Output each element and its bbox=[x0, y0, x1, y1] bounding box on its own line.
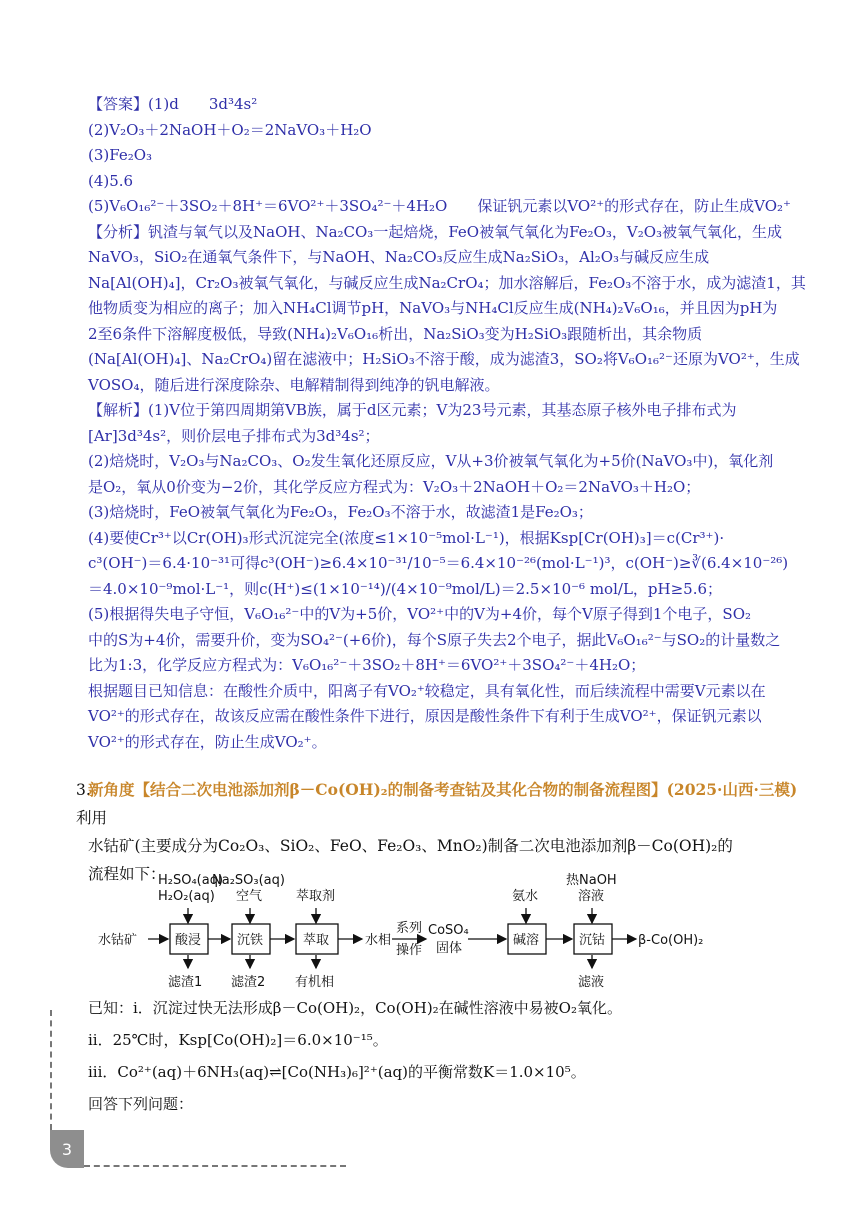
flow-coso4: CoSO₄ bbox=[428, 923, 469, 938]
question-intro bbox=[76, 776, 811, 832]
explanation-line: ＝4.0×10⁻⁹mol·L⁻¹，则c(H⁺)≤(1×10⁻¹⁴)/(4×10⁻⁹mol/L)＝2.5×10⁻⁶ mol/L，pH≥5.6； bbox=[88, 579, 723, 598]
answer-prompt: 回答下列问题： bbox=[88, 1095, 194, 1113]
flow-output: 有机相 bbox=[295, 975, 335, 990]
analysis-line: 【分析】钒渣与氧气以及NaOH、Na₂CO₃一起焙烧，FeO被氧气氧化为Fe₂O₃，V₂O₃被氧气氧化，生成 bbox=[88, 222, 783, 241]
explanation-line: (3)焙烧时，FeO被氧气氧化为Fe₂O₃，Fe₂O₃不溶于水，故滤渣1是Fe₂O₃； bbox=[88, 503, 593, 521]
answer-line: (4)5.6 bbox=[88, 171, 134, 190]
flow-series-op: 操作 bbox=[396, 943, 423, 958]
flow-reagent: 萃取剂 bbox=[296, 889, 336, 904]
flow-reagent: 空气 bbox=[236, 889, 263, 904]
explanation-line: 根据题目已知信息：在酸性介质中，阳离子有VO₂⁺较稳定，具有氧化性，而后续流程中需要V元素以在 bbox=[88, 681, 766, 700]
analysis-line: Na[Al(OH)₄]，Cr₂O₃被氧气氧化，与碱反应生成Na₂CrO₄；加水溶解后，Fe₂O₃不溶于水，成为滤渣1，其 bbox=[88, 273, 806, 292]
answer-line: (5)V₆O₁₆²⁻＋3SO₂＋8H⁺＝6VO²⁺＋3SO₄²⁻＋4H₂O 保证钒元素以VO²⁺的形式存在，防止生成VO₂⁺ bbox=[88, 197, 791, 215]
explanation-line: VO²⁺的形式存在，防止生成VO₂⁺。 bbox=[88, 732, 327, 751]
question-line: 流程如下： bbox=[88, 865, 166, 883]
explanation-line: (4)要使Cr³⁺以Cr(OH)₃形式沉淀完全(浓度≤1×10⁻⁵mol·L⁻¹)，根据Ksp[Cr(OH)₃]＝c(Cr³⁺)· bbox=[88, 528, 725, 547]
flow-reagent: 氨水 bbox=[512, 889, 539, 904]
answer-line: (3)Fe₂O₃ bbox=[88, 146, 153, 164]
flow-water-phase: 水相 bbox=[365, 933, 392, 948]
flow-reagent: H₂SO₄(aq) bbox=[158, 873, 224, 888]
question-source: (2025·山西·三模) bbox=[666, 780, 798, 799]
page-border-horizontal bbox=[84, 1165, 346, 1167]
flow-series-op: 系列 bbox=[396, 921, 423, 936]
known-conditions bbox=[88, 992, 808, 1120]
flow-reagent: 热NaOH bbox=[566, 873, 617, 888]
page-border-vertical bbox=[50, 1010, 52, 1130]
flow-reagent: H₂O₂(aq) bbox=[158, 889, 215, 904]
analysis-line: NaVO₃，SiO₂在通氧气条件下，与NaOH、Na₂CO₃反应生成Na₂SiO₃，Al₂O₃与碱反应生成 bbox=[88, 248, 710, 266]
question-intro-tail: 利用 bbox=[76, 809, 108, 827]
question-number: 3. bbox=[76, 781, 91, 799]
flow-coso4: 固体 bbox=[436, 941, 463, 956]
explanation-line: (5)根据得失电子守恒，V₆O₁₆²⁻中的V为+5价，VO²⁺中的V为+4价，每个V原子得到1个电子，SO₂ bbox=[88, 605, 751, 623]
analysis-line: VOSO₄，随后进行深度除杂、电解精制得到纯净的钒电解液。 bbox=[88, 375, 500, 394]
question-line: 水钴矿(主要成分为Co₂O₃、SiO₂、FeO、Fe₂O₃、MnO₂)制备二次电池添加剂β－Co(OH)₂的 bbox=[88, 837, 733, 855]
flow-box-label: 沉钴 bbox=[579, 933, 606, 948]
known-item: ii．25℃时，Ksp[Co(OH)₂]＝6.0×10⁻¹⁵。 bbox=[88, 1031, 388, 1049]
answer-block bbox=[88, 92, 808, 755]
question-tag: 新角度【结合二次电池添加剂β－Co(OH)₂的制备考查钴及其化合物的制备流程图】 bbox=[88, 780, 667, 799]
analysis-line: (Na[Al(OH)₄]、Na₂CrO₄)留在滤液中；H₂SiO₃不溶于酸，成为滤渣3，SO₂将V₆O₁₆²⁻还原为VO²⁺，生成 bbox=[88, 350, 800, 368]
flow-output: 滤液 bbox=[578, 975, 605, 990]
explanation-line: 比为1:3，化学反应方程式为：V₆O₁₆²⁻＋3SO₂＋8H⁺＝6VO²⁺＋3SO₄²⁻＋4H₂O； bbox=[88, 656, 646, 674]
known-item: iii．Co²⁺(aq)＋6NH₃(aq)⇌[Co(NH₃)₆]²⁺(aq)的平衡常数K＝1.0×10⁵。 bbox=[88, 1063, 586, 1081]
flow-box-label: 酸浸 bbox=[175, 933, 202, 948]
flow-box-label: 萃取 bbox=[303, 933, 330, 948]
answer-line: 【答案】(1)d 3d³4s² bbox=[88, 95, 258, 113]
explanation-line: c³(OH⁻)＝6.4·10⁻³¹可得c³(OH⁻)≥6.4×10⁻³¹/10⁻⁵＝6.4×10⁻²⁶(mol·L⁻¹)³，c(OH⁻)≥∛(6.4×10⁻²⁶) bbox=[88, 554, 789, 572]
explanation-line: 中的S为+4价，需要升价，变为SO₄²⁻(+6价)，每个S原子失去2个电子，据此V₆O₁₆²⁻与SO₂的计量数之 bbox=[88, 630, 781, 649]
explanation-line: VO²⁺的形式存在，故该反应需在酸性条件下进行，原因是酸性条件下有利于生成VO²⁺，保证钒元素以 bbox=[88, 707, 762, 725]
flow-reagent: 溶液 bbox=[578, 889, 605, 904]
flow-box-label: 碱溶 bbox=[513, 933, 540, 948]
flow-product: β-Co(OH)₂ bbox=[638, 933, 704, 948]
explanation-line: [Ar]3d³4s²，则价层电子排布式为3d³4s²； bbox=[88, 426, 380, 445]
process-flow-diagram bbox=[98, 868, 718, 996]
analysis-line: 他物质变为相应的离子；加入NH₄Cl调节pH，NaVO₃与NH₄Cl反应生成(NH₄)₂V₆O₁₆，并且因为pH为 bbox=[88, 299, 778, 317]
answer-line: (2)V₂O₃＋2NaOH＋O₂＝2NaVO₃＋H₂O bbox=[88, 120, 372, 139]
explanation-line: 是O₂，氧从0价变为−2价，其化学反应方程式为：V₂O₃＋2NaOH＋O₂＝2NaVO₃＋H₂O； bbox=[88, 477, 701, 496]
flow-box-label: 沉铁 bbox=[237, 933, 264, 948]
flow-reagent: Na₂SO₃(aq) bbox=[212, 873, 285, 888]
analysis-line: 2至6条件下溶解度极低，导致(NH₄)₂V₆O₁₆析出，Na₂SiO₃变为H₂SiO₃跟随析出，其余物质 bbox=[88, 324, 703, 343]
known-item: 已知：i．沉淀过快无法形成β－Co(OH)₂，Co(OH)₂在碱性溶液中易被O₂氧化。 bbox=[88, 999, 622, 1017]
explanation-line: (2)焙烧时，V₂O₃与Na₂CO₃、O₂发生氧化还原反应，V从+3价被氧气氧化为+5价(NaVO₃中)，氧化剂 bbox=[88, 452, 774, 470]
flow-output: 滤渣1 bbox=[168, 975, 203, 990]
flow-output: 滤渣2 bbox=[231, 975, 266, 990]
flow-start: 水钴矿 bbox=[98, 933, 138, 948]
explanation-line: 【解析】(1)V位于第四周期第VB族，属于d区元素；V为23号元素，其基态原子核外电子排布式为 bbox=[88, 401, 737, 419]
page-number: 3 bbox=[50, 1130, 84, 1168]
